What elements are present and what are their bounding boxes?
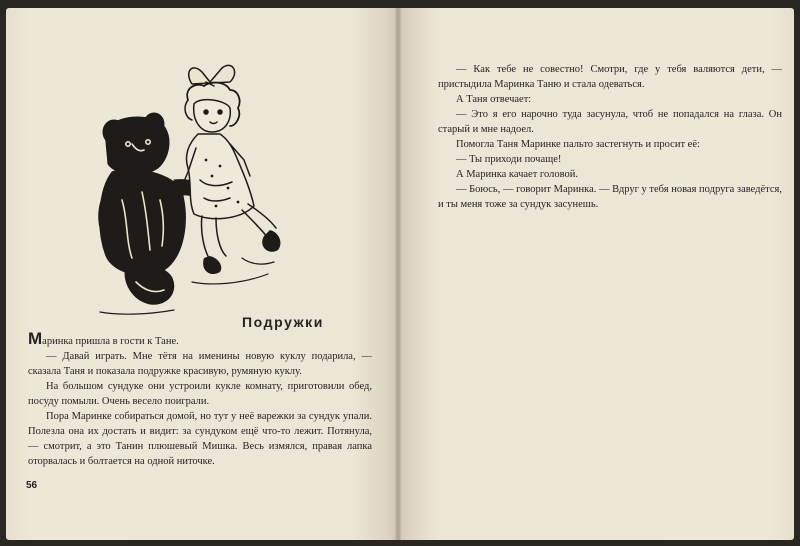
paragraph: А Маринка качает головой. <box>456 169 578 180</box>
paragraph: А Таня отвечает: <box>456 94 532 105</box>
page-number: 56 <box>26 480 38 491</box>
paragraph: На большом сундуке они устроили кукле комнату, приготовили обед, посуду помыли. Очень весело поиграли. <box>28 381 372 407</box>
paragraph: — Боюсь, — говорит Маринка. — Вдруг у тебя новая подруга заведётся, и ты меня тоже за сундук засунешь. <box>438 184 782 210</box>
drop-cap: М <box>28 329 43 348</box>
left-page <box>6 8 398 540</box>
paragraph: Пора Маринке собираться домой, но тут у неё варежки за сундук упали. Полезла она их достать и видит: за сундуком ещё что-то лежит. Потянула, — смотрит, а это Танин плюшевый Мишка. Весь измялся, правая лапка оторвалась и болтается на одной ниточке. <box>28 411 372 467</box>
paragraph: Помогла Таня Маринке пальто застегнуть и просит её: <box>456 139 700 150</box>
paragraph: — Ты приходи почаще! <box>456 154 562 165</box>
first-paragraph-text: аринка пришла в гости к Тане. <box>42 336 179 347</box>
book-spread <box>6 8 794 540</box>
paragraph: — Как тебе не совестно! Смотри, где у тебя валяются дети, — пристыдила Маринка Таню и стала одеваться. <box>438 64 782 90</box>
story-title: Подружки <box>242 314 324 330</box>
paragraph: — Это я его нарочно туда засунула, чтоб не попадался на глаза. Он старый и мне надоел. <box>438 109 782 135</box>
paragraph: — Давай играть. Мне тётя на именины новую куклу подарила, — сказала Таня и показала подружке красивую, румяную куклу. <box>28 351 372 377</box>
right-page-text <box>438 62 782 212</box>
book-gutter <box>395 8 401 540</box>
right-page <box>398 8 794 540</box>
left-page-text <box>28 329 372 469</box>
teddy-bear-and-doll-sketch-icon <box>92 60 302 320</box>
first-paragraph <box>28 329 372 349</box>
